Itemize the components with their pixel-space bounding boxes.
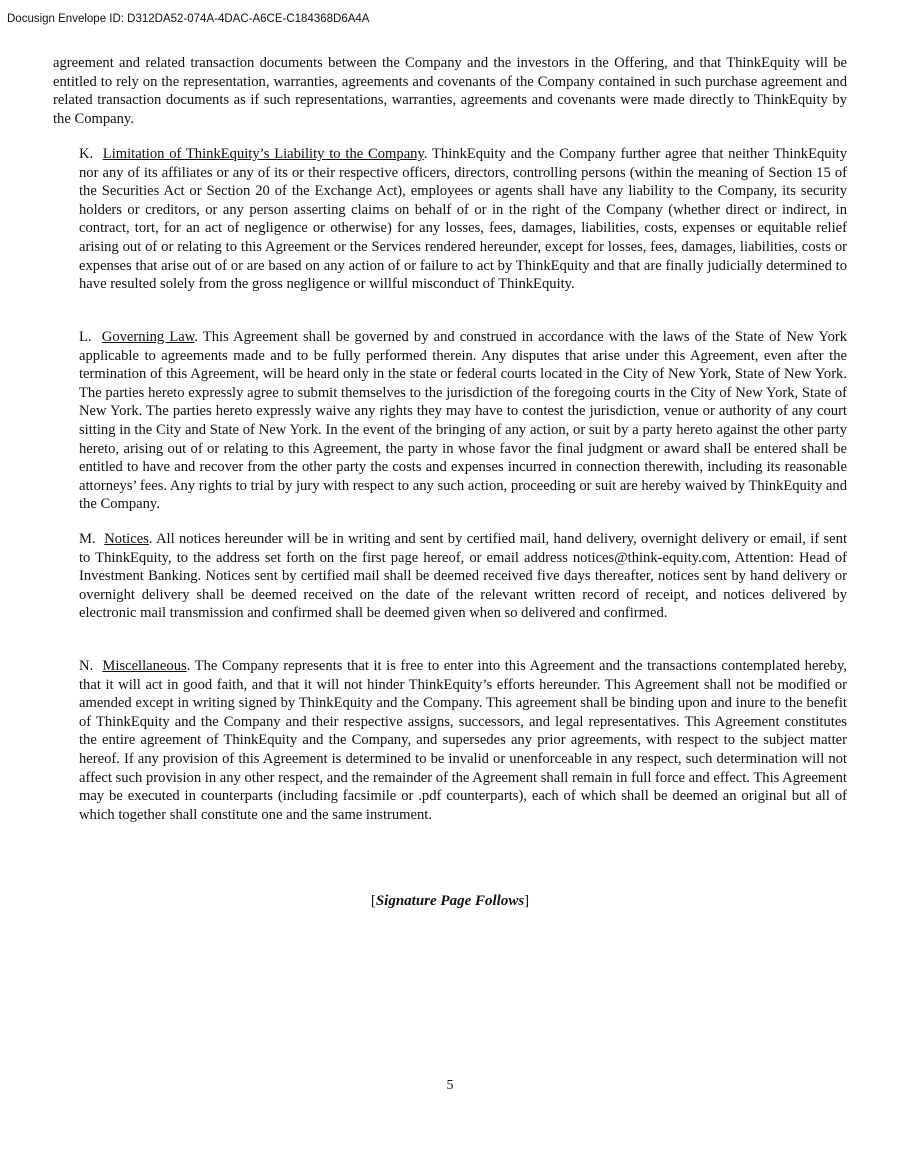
- section-letter: N.: [79, 658, 94, 674]
- signature-text: Signature Page Follows: [375, 893, 525, 909]
- section-letter: K.: [79, 146, 94, 162]
- section-title: Notices: [104, 531, 149, 547]
- bracket-close: ]: [524, 893, 530, 909]
- section-text: . All notices hereunder will be in writing and sent by certified mail, hand delivery, overnight delivery or email, if sent to ThinkEquity, to the address set forth on the first page hereof, or email address notices@think-equity.com, Attention: Head of Investment Banking. Notices sent by certified mail shall be deemed received five days thereafter, notices sent by hand delivery or overnight delivery shall be deemed received on the date of the relevant written record of receipt, and notices delivered by electronic mail transmission and confirmed shall be deemed given when so delivered and confirmed.: [79, 531, 848, 622]
- envelope-id: Docusign Envelope ID: D312DA52-074A-4DAC-A6CE-C184368D6A4A: [7, 13, 370, 25]
- section-text: . The Company represents that it is free to enter into this Agreement and the transactions contemplated hereby, that it will act in good faith, and that it will not hinder ThinkEquity’s efforts hereunder. This Agreement shall not be modified or amended except in writing signed by ThinkEquity and the Company. This agreement shall be binding upon and inure to the benefit of ThinkEquity and the Company and their respective assigns, successors, and legal representatives. This Agreement constitutes the entire agreement of ThinkEquity and the Company, and supersedes any prior agreements, with respect to the subject matter hereof. If any provision of this Agreement is determined to be invalid or unenforceable in any respect, such determination will not affect such provision in any other respect, and the remainder of the Agreement shall remain in full force and effect. This Agreement may be executed in counterparts (including facsimile or .pdf counterparts), each of which shall be deemed an original but all of which together shall constitute one and the same instrument.: [79, 658, 847, 823]
- section-text: . ThinkEquity and the Company further agree that neither ThinkEquity nor any of its affiliates or any of its or their respective officers, directors, controlling persons (within the meaning of Section 15 of the Securities Act or Section 20 of the Exchange Act), employees or agents shall have any liability to the Company, its security holders or creditors, or any person asserting claims on behalf of or in the right of the Company (whether direct or indirect, in contract, tort, for an act of negligence or otherwise) for any losses, fees, damages, liabilities, costs, expenses or equitable relief arising out of or relating to this Agreement or the Services rendered hereunder, except for losses, fees, damages, liabilities, costs or expenses that arise out of or are based on any action of or failure to act by ThinkEquity and that are finally judicially determined to have resulted solely from the gross negligence or willful misconduct of ThinkEquity.: [79, 146, 847, 293]
- section-letter: M.: [79, 531, 96, 547]
- signature-page-follows: [0, 893, 900, 910]
- section-title: Limitation of ThinkEquity’s Liability to the Company: [102, 146, 424, 162]
- section-k: [53, 145, 847, 294]
- section-m: [53, 530, 847, 623]
- page-number: 5: [446, 1078, 454, 1093]
- section-text: . This Agreement shall be governed by and construed in accordance with the laws of the State of New York applicable to agreements made and to be fully performed therein. Any disputes that arise under this Agreement, even after the termination of this Agreement, will be heard only in the state or federal courts located in the City of New York, State of New York. The parties hereto expressly agree to submit themselves to the jurisdiction of the foregoing courts in the City of New York, State of New York. The parties hereto expressly waive any rights they may have to contest the jurisdiction, venue or authority of any court sitting in the City and State of New York. In the event of the bringing of any action, or suit by a party hereto against the other party hereto, arising out of or relating to this Agreement, the party in whose favor the final judgment or award shall be entered shall be entitled to have and recover from the other party the costs and expenses incurred in connection therewith, including its reasonable attorneys’ fees. Any rights to trial by jury with respect to any such action, proceeding or suit are hereby waived by ThinkEquity and the Company.: [79, 329, 848, 513]
- section-title: Miscellaneous: [102, 658, 187, 674]
- section-n: [53, 657, 847, 824]
- bracket-open: [: [370, 893, 376, 909]
- paragraph-continuation: agreement and related transaction documents between the Company and the investors in the Offering, and that ThinkEquity will be entitled to rely on the representation, warranties, agreements and covenants of the Company contained in such purchase agreement and related transaction documents as if such representations, warranties, agreements and covenants were made directly to ThinkEquity by the Company.: [53, 55, 847, 127]
- section-l: [53, 328, 847, 514]
- section-letter: L.: [79, 329, 92, 345]
- section-title: Governing Law: [101, 329, 195, 345]
